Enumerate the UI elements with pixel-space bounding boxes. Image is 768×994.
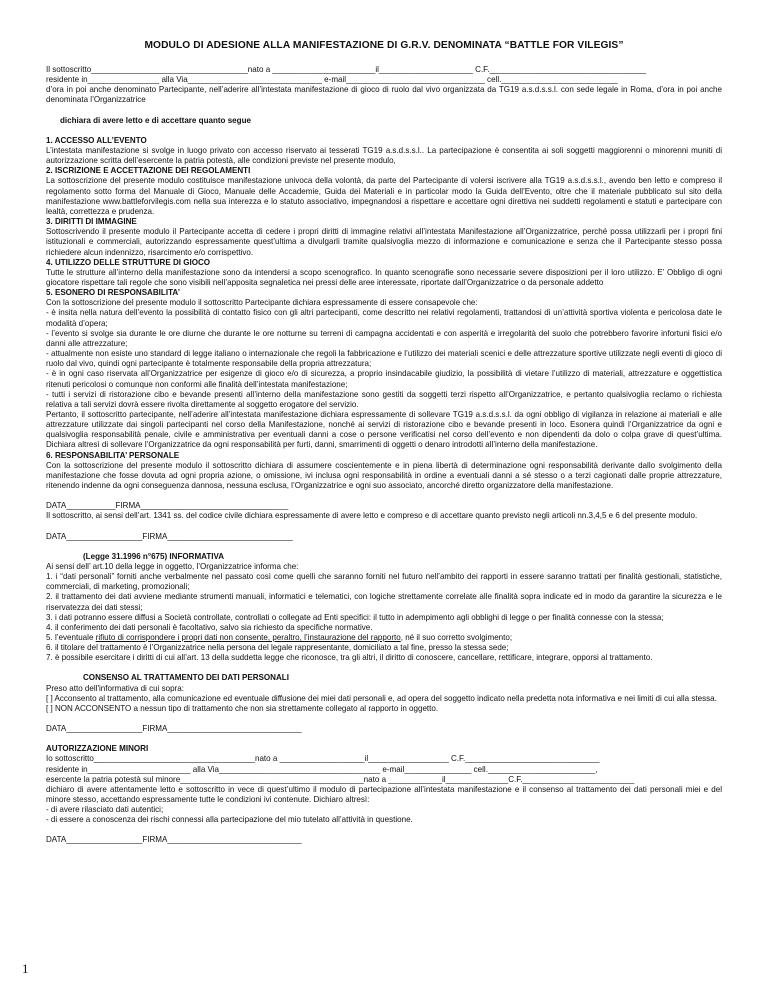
- privacy-item: 4. il conferimento dei dati personali è facoltativo, salvo sia richiesto da specifiche normative.: [46, 622, 373, 632]
- privacy-item: 1. i “dati personali” forniti anche verbalmente nel passato così come quelli che saranno forniti nel futuro nell’ambito dei rapporti in essere saranno trattati per finalità gestionali, statistiche, commerciali, di marketing, promozionali;: [46, 572, 722, 592]
- section-4-heading: 4. UTILIZZO DELLE STRUTTURE DI GIOCO: [46, 257, 211, 267]
- section-5-heading: 5. ESONERO DI RESPONSABILITA’: [46, 288, 180, 298]
- section-2-text: La sottoscrizione del presente modulo costituisce manifestazione univoca della volontà, da parte del Partecipante di volersi iscrivere alla TG19 a.s.d.s.s.l., avendo ben letto e compreso il regolamento sotto forma del Manuale di Gioco, Manuale delle Accademie, Guida dei Materiali e in particolar modo la Guida dell’Evento, oltre che il materiale pubblicato sul sito della manifestazione www.battleforvilegis.com nella sua interezza e lo statuto associativo, impegnandosi a rispettare e accettare ogni direttiva nei suddetti regolamenti e statuti e partecipare con lealtà, correttezza e prudenza.: [46, 176, 722, 216]
- clause-1341: Il sottoscritto, ai sensi dell’art. 1341 ss. del codice civile dichiara espressamente di avere letto e compreso e di accettare quanto previsto negli articoli nn.3,4,5 e 6 del presente modulo.: [46, 511, 698, 521]
- minors-declaration: - di essere a conoscenza dei rischi connessi alla partecipazione del mio tutelato all’attività in questione.: [46, 815, 413, 825]
- declaration: dichiara di avere letto e di accettare quanto segue: [60, 115, 251, 125]
- section-3-heading: 3. DIRITTI DI IMMAGINE: [46, 217, 137, 227]
- section-5-para: Pertanto, il sottoscritto partecipante, nell’aderire all’intestata manifestazione dichiara espressamente di sollevare TG19 a.s.d.s.s.l. da ogni obbligo di vigilanza in relazione ai materiali e alle attrezzature utilizzate dai singoli partecipanti nel corso della Manifestazione, nonché ai servizi di ristorazione cibo e bevande presenti in loco. Esonera quindi l’Organizzatrice da ogni e qualsivoglia responsabilità penale, civile e amministrativa per eventuali danni a cose o persone verificatisi nel corso dell’evento e non dipendenti da dolo o colpa grave di quest’ultima. Dichiara altresì di sollevare l’Organizzatrice da ogni responsabilità per furti, danni, smarrimenti di oggetti o denaro introdotti all’interno della manifestazione.: [46, 410, 722, 450]
- section-6-text: Con la sottoscrizione del presente modulo il sottoscritto dichiara di assumere coscientemente e in piena libertà di determinazione ogni responsabilità derivante dallo svolgimento della manifestazione che fosse dovuta ad ogni propria azione, o omissione, ivi inclusa ogni responsabilità in ordine a eventuali danni a sé stesso o a terzi cagionati dalle proprie attrezzature, ritenendo indenne da ogni conseguenza dannosa, nessuna esclusa, l’Organizzatrice e ogni suo associato, ancorché diretto organizzatore della manifestazione.: [46, 460, 722, 491]
- minors-line-1: Io sottoscritto____________________________________nato a ___________________il__________________ C.F.______________________________: [46, 754, 600, 764]
- privacy-item: 6. il titolare del trattamento è l’Organizzatrice nella persona del legale rappresentante, domiciliato a tal fine, presso la stessa sede;: [46, 643, 509, 653]
- section-5-para: - attualmente non esiste uno standard di legge italiano o internazionale che regoli la fabbricazione e l’utilizzo dei materiali scenici e delle attrezzature sportive utilizzate negli eventi di gioco di ruolo dal vivo, quindi ogni partecipante è totalmente responsabile della propria attrezzatura;: [46, 349, 722, 369]
- signature-line-1: DATA___________FIRMA_________________________________: [46, 501, 289, 511]
- participant-line-2: residente in________________ alla Via______________________________ e-mail_______________________________ cell.__________________________: [46, 75, 618, 85]
- section-3-text: Sottoscrivendo il presente modulo il Partecipante accetta di cedere i propri diritti di immagine relativi all’intestata Manifestazione all’Organizzatrice, perché possa utilizzarli per i propri fini istituzionali e commerciali, autorizzando espressamente quest’ultima a divulgarli tramite qualsivoglia mezzo di informazione e comunicazione e senza che il Partecipante stesso possa richiedere alcun indennizzo, risarcimento e/o corrispettivo.: [46, 227, 722, 257]
- consent-option-accept[interactable]: [ ] Acconsento al trattamento, alla comunicazione ed eventuale diffusione dei miei dati personali e, ad opera del soggetto indicato nella predetta nota informativa e nei limiti di cui alla stessa.: [46, 693, 717, 703]
- document-title: MODULO DI ADESIONE ALLA MANIFESTAZIONE DI G.R.V. DENOMINATA “BATTLE FOR VILEGIS”: [144, 40, 624, 51]
- section-5-para: - tutti i servizi di ristorazione cibo e bevande presenti all’interno della manifestazione sono gestiti da soggetti terzi rispetto all’Organizzatrice, e pertanto qualsivoglia reclamo o richiesta relativa a tali servizi dovrà essere rivolta direttamente al soggetto erogatore del servizio.: [46, 389, 722, 409]
- minors-line-2: residente in_______________________ alla Via____________________________________ e-mail_______________ cell.________________________,: [46, 764, 598, 774]
- section-1-text: L’intestata manifestazione si svolge in luogo privato con accesso riservato ai tesserati TG19 a.s.d.s.s.l.. La partecipazione è consentita ai soli soggetti maggiorenni o minorenni muniti di autorizzazione scritta dell’esercente la patria potestà, alle condizioni previste nel presente modulo,: [46, 145, 722, 166]
- signature-line-4: DATA_________________FIRMA______________________________: [46, 835, 302, 845]
- section-4-text: Tutte le strutture all’interno della manifestazione sono da intendersi a scopo scenografico. In quanto scenografie sono necessarie severe disposizioni per il loro utilizzo. E’ Obbligo di ogni giocatore rispettare tali regole che sono visibili nell’apposita segnaletica nei pressi delle aree interessate, riportate dall’Organizzatrice o da personale addetto: [46, 267, 722, 287]
- section-6-heading: 6. RESPONSABILITA’ PERSONALE: [46, 450, 180, 460]
- signature-line-2: DATA_________________FIRMA____________________________: [46, 531, 293, 541]
- section-5-para: - l’evento si svolge sia durante le ore diurne che durante le ore notturne su terreni di campagna accidentati e con asperità e irregolarità del suolo che potrebbero favorire infortuni fisici e/o danni alle attrezzature;: [46, 328, 722, 348]
- page-number: 1: [22, 961, 29, 976]
- privacy-item: 3. i dati potranno essere diffusi a Società controllate, controllati o collegate ad Enti specifici: il tutto in adempimento agli obblighi di legge o per finalità connesse con la stessa;: [46, 612, 664, 622]
- minors-line-3: esercente la patria potestà sul minore_________________________________________nato a ____________il______________C.F._________________________: [46, 774, 635, 784]
- privacy-heading: (Legge 31.1996 n°675) INFORMATIVA: [83, 551, 225, 561]
- minors-text: dichiaro di avere attentamente letto e sottoscritto in vece di quest’ultimo il modulo di partecipazione all’intestata manifestazione e il consenso al trattamento dei dati personali miei e del minore stesso, accettando espressamente tutte le condizioni ivi contenute. Dichiaro altresì:: [46, 784, 722, 804]
- section-1-heading: 1. ACCESSO ALL’EVENTO: [46, 135, 147, 145]
- participant-line-1: Il sottoscritto___________________________________nato a _______________________il_____________________ C.F.___________________________________: [46, 65, 647, 74]
- consent-heading: CONSENSO AL TRATTAMENTO DEI DATI PERSONALI: [83, 673, 289, 683]
- section-5-para: Con la sottoscrizione del presente modulo il sottoscritto Partecipante dichiara espressamente di essere consapevole che:: [46, 298, 478, 308]
- document-page: [46, 40, 722, 846]
- privacy-item-5: 5. l’eventuale rifiuto di corrispondere i propri dati non consente, peraltro, l’instaurazione del rapporto, né il suo corretto svolgimento;: [46, 632, 513, 642]
- consent-option-refuse[interactable]: [ ] NON ACCONSENTO a nessun tipo di trattamento che non sia strettamente collegato al rapporto in oggetto.: [46, 703, 439, 713]
- privacy-intro: Ai sensi dell’ art.10 della legge in oggetto, l’Organizzatrice informa che:: [46, 561, 299, 571]
- section-5-para: - è in ogni caso riservata all’Organizzatrice per esigenze di gioco e/o di sicurezza, a proprio insindacabile giudizio, la possibilità di vietare l’utilizzo di materiali, attrezzature e oggettistica ritenuti pericolosi o comunque non conformi alle finalità dell’intestata manifestazione;: [46, 369, 722, 389]
- privacy-underlined-text: rifiuto di corrispondere i propri dati non consente, peraltro, l’instaurazione del rapporto: [95, 632, 401, 642]
- intro-text: d’ora in poi anche denominato Partecipante, nell’aderire all’intestata manifestazione di gioco di ruolo dal vivo organizzata da TG19 a.s.d.s.s.l. con sede legale in Roma, d’ora in poi anche denominata l’Organizzatrice: [46, 85, 722, 105]
- signature-line-3: DATA_________________FIRMA______________________________: [46, 724, 302, 734]
- section-2-heading: 2. ISCRIZIONE E ACCETTAZIONE DEI REGOLAMENTI: [46, 166, 251, 176]
- consent-intro: Preso atto dell'informativa di cui sopra:: [46, 683, 184, 693]
- minors-declaration: - di avere rilasciato dati autentici;: [46, 805, 164, 815]
- privacy-item: 2. il trattamento dei dati avviene mediante strumenti manuali, informatici e telematici, con logiche strettamente correlate alle finalità sopra indicate ed in modo da garantire la sicurezza e le riservatezza dei dati stessi;: [46, 592, 722, 612]
- section-5-para: - è insita nella natura dell’evento la possibilità di contatto fisico con gli altri partecipanti, come descritto nei relativi regolamenti, trattandosi di un’attività sportiva violenta e pericolosa date le modalità d’opera;: [46, 308, 722, 328]
- privacy-item: 7. è possibile esercitare i diritti di cui all’art. 13 della suddetta legge che riconosce, tra gli altri, il diritto di conoscere, cancellare, rettificare, integrare, opporsi al trattamento.: [46, 653, 653, 663]
- minors-heading: AUTORIZZAZIONE MINORI: [46, 744, 149, 754]
